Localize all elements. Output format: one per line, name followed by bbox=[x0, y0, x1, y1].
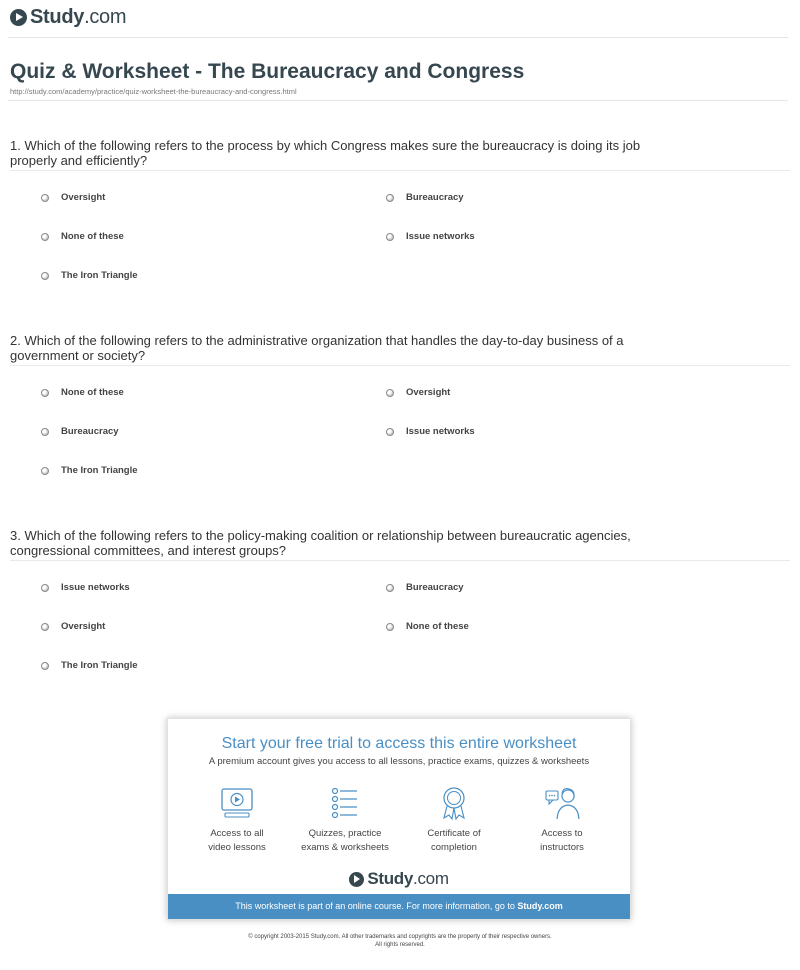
promo-info-bar bbox=[168, 894, 630, 919]
page-url: http://study.com/academy/practice/quiz-worksheet-the-bureaucracy-and-congress.html bbox=[10, 87, 297, 96]
answer-option[interactable] bbox=[41, 231, 124, 242]
instructor-icon bbox=[544, 785, 580, 821]
answer-option[interactable] bbox=[386, 621, 469, 632]
radio-button[interactable] bbox=[41, 233, 49, 241]
question-text: 3. Which of the following refers to the policy-making coalition or relationship between bureaucratic agencies, congressional committees, and interest groups? bbox=[10, 528, 631, 558]
brand-tld: .com bbox=[84, 6, 127, 28]
feature-quizzes bbox=[290, 785, 400, 855]
quiz-list-icon bbox=[327, 785, 363, 821]
feature-label: Quizzes, practice exams & worksheets bbox=[301, 828, 389, 853]
answer-option[interactable] bbox=[41, 582, 130, 593]
copyright-text: © copyright 2003-2015 Study.com. All other trademarks and copyrights are the property of their respective owners. bbox=[248, 934, 552, 940]
header-divider bbox=[8, 37, 788, 38]
answer-option[interactable] bbox=[41, 660, 138, 671]
answer-option[interactable] bbox=[41, 621, 105, 632]
brand-tld: .com bbox=[413, 869, 449, 888]
feature-certificate bbox=[399, 785, 509, 855]
brand-name: Study bbox=[30, 6, 85, 28]
answer-label: The Iron Triangle bbox=[61, 660, 138, 671]
feature-label: Access to instructors bbox=[540, 828, 584, 853]
play-logo-icon bbox=[349, 872, 364, 887]
study-logo[interactable] bbox=[10, 6, 126, 29]
rights-text: All rights reserved. bbox=[375, 942, 425, 948]
feature-label: Certificate of completion bbox=[427, 828, 481, 853]
radio-button[interactable] bbox=[386, 194, 394, 202]
certificate-icon bbox=[436, 785, 472, 821]
question-text: 1. Which of the following refers to the process by which Congress makes sure the bureaucracy is doing its job properly and efficiently? bbox=[10, 138, 641, 168]
answer-option[interactable] bbox=[386, 426, 475, 437]
study-link[interactable]: Study.com bbox=[517, 901, 563, 911]
promo-bar-text: This worksheet is part of an online course. For more information, go to bbox=[235, 901, 515, 911]
question-divider bbox=[10, 170, 790, 171]
answer-option[interactable] bbox=[386, 387, 450, 398]
radio-button[interactable] bbox=[41, 662, 49, 670]
answer-label: Oversight bbox=[61, 621, 106, 632]
title-divider bbox=[8, 100, 788, 101]
answer-label: Bureaucracy bbox=[406, 192, 464, 203]
question-divider bbox=[10, 560, 790, 561]
answer-label: Bureaucracy bbox=[61, 426, 119, 437]
answer-option[interactable] bbox=[41, 387, 124, 398]
answer-option[interactable] bbox=[41, 192, 105, 203]
answer-label: None of these bbox=[61, 231, 124, 242]
answer-option[interactable] bbox=[386, 231, 475, 242]
answer-label: Oversight bbox=[61, 192, 106, 203]
radio-button[interactable] bbox=[41, 272, 49, 280]
radio-button[interactable] bbox=[41, 389, 49, 397]
answer-label: The Iron Triangle bbox=[61, 270, 138, 281]
answer-label: The Iron Triangle bbox=[61, 465, 138, 476]
answer-option[interactable] bbox=[41, 426, 119, 437]
answer-option[interactable] bbox=[41, 465, 138, 476]
question-2 bbox=[10, 333, 670, 476]
radio-button[interactable] bbox=[386, 428, 394, 436]
play-logo-icon bbox=[10, 9, 27, 26]
radio-button[interactable] bbox=[41, 194, 49, 202]
brand-name: Study bbox=[367, 869, 414, 888]
question-3 bbox=[10, 528, 670, 671]
radio-button[interactable] bbox=[386, 389, 394, 397]
footer bbox=[0, 933, 800, 949]
question-text: 2. Which of the following refers to the administrative organization that handles the day-to-day business of a government or society? bbox=[10, 333, 624, 363]
feature-video-lessons bbox=[182, 785, 292, 855]
answer-label: None of these bbox=[406, 621, 469, 632]
radio-button[interactable] bbox=[41, 584, 49, 592]
radio-button[interactable] bbox=[386, 623, 394, 631]
video-lesson-icon bbox=[219, 785, 255, 821]
answer-label: Issue networks bbox=[61, 582, 130, 593]
answer-option[interactable] bbox=[386, 192, 464, 203]
answer-label: Oversight bbox=[406, 387, 451, 398]
answer-label: None of these bbox=[61, 387, 124, 398]
feature-label: Access to all video lessons bbox=[208, 828, 266, 853]
radio-button[interactable] bbox=[41, 428, 49, 436]
question-1 bbox=[10, 138, 670, 281]
radio-button[interactable] bbox=[386, 584, 394, 592]
radio-button[interactable] bbox=[41, 467, 49, 475]
radio-button[interactable] bbox=[41, 623, 49, 631]
promo-subtitle: A premium account gives you access to all lessons, practice exams, quizzes & worksheets bbox=[208, 756, 590, 767]
answer-label: Bureaucracy bbox=[406, 582, 464, 593]
feature-instructors bbox=[507, 785, 617, 855]
radio-button[interactable] bbox=[386, 233, 394, 241]
promo-study-logo[interactable] bbox=[168, 869, 630, 889]
page-title: Quiz & Worksheet - The Bureaucracy and Congress bbox=[10, 60, 525, 83]
answer-label: Issue networks bbox=[406, 231, 475, 242]
question-divider bbox=[10, 365, 790, 366]
answer-option[interactable] bbox=[41, 270, 138, 281]
free-trial-promo[interactable] bbox=[167, 718, 631, 920]
answer-label: Issue networks bbox=[406, 426, 475, 437]
answer-option[interactable] bbox=[386, 582, 464, 593]
promo-title[interactable]: Start your free trial to access this entire worksheet bbox=[221, 735, 577, 752]
